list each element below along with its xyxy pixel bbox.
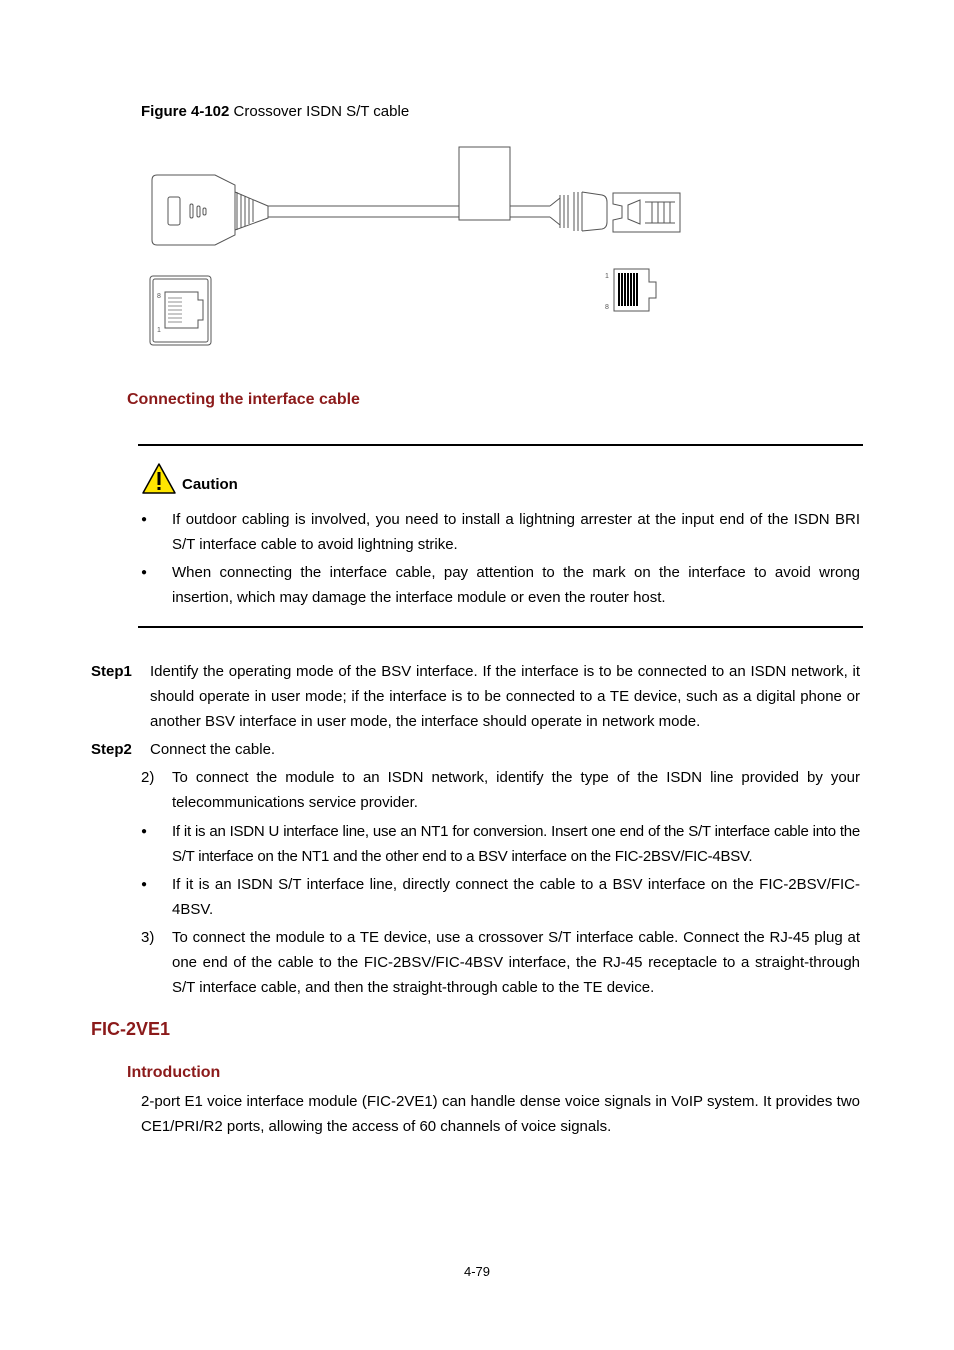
section-heading-fic2ve1: FIC-2VE1 bbox=[91, 1019, 171, 1039]
figure-caption bbox=[141, 103, 409, 120]
bullet-icon: ● bbox=[141, 514, 148, 525]
sub-bullet: If it is an ISDN S/T interface line, directly connect the cable to a BSV interface on the FIC-2BSV/FIC-4BSV. bbox=[172, 876, 860, 918]
figure-number: Figure 4-102 bbox=[141, 103, 230, 120]
sub-bullet: If it is an ISDN U interface line, use an NT1 for conversion. Insert one end of the S/T interface cable into the S/T interface on the NT1 and the other end to a BSV interface on the FIC-2BSV/FIC-4BSV. bbox=[172, 823, 860, 865]
crossover-cable-figure bbox=[140, 140, 700, 355]
caution-top-rule bbox=[138, 444, 863, 446]
step-label: Step1 bbox=[91, 663, 132, 680]
page-number: 4-79 bbox=[463, 1264, 491, 1279]
section-heading-introduction: Introduction bbox=[127, 1064, 221, 1081]
intro-paragraph: 2-port E1 voice interface module (FIC-2VE1) can handle dense voice signals in VoIP system. It provides two CE1/PRI/R2 ports, allowing the access of 60 channels of voice signals. bbox=[141, 1093, 860, 1135]
plug-pin-top: 1 bbox=[605, 273, 609, 280]
step-text: Connect the cable. bbox=[150, 741, 276, 758]
plug-pin-bottom: 8 bbox=[605, 304, 609, 311]
substep-number: 2) bbox=[141, 769, 155, 786]
caution-title: Caution bbox=[182, 476, 238, 493]
receptacle-pin-bottom: 1 bbox=[157, 327, 161, 334]
substep-text: To connect the module to a TE device, use a crossover S/T interface cable. Connect the RJ-45 plug at one end of the cable to the FIC-2BSV/FIC-4BSV interface, the RJ-45 receptacle to a straight-through S/T interface cable, and then the straight-through cable to the TE device. bbox=[172, 929, 860, 996]
caution-item: When connecting the interface cable, pay attention to the mark on the interface to avoid wrong insertion, which may damage the interface module or even the router host. bbox=[172, 564, 860, 606]
figure-title: Crossover ISDN S/T cable bbox=[233, 103, 410, 120]
warning-triangle-icon bbox=[141, 462, 177, 495]
bullet-icon: ● bbox=[141, 879, 148, 890]
substep-text: To connect the module to an ISDN network, identify the type of the ISDN line provided by your telecommunications service provider. bbox=[172, 769, 860, 811]
step-label: Step2 bbox=[91, 741, 132, 758]
receptacle-pin-top: 8 bbox=[157, 293, 161, 300]
step-text: Identify the operating mode of the BSV interface. If the interface is to be connected to an ISDN network, it should operate in user mode; if the interface is to be connected to a TE device, such as a digital phone or another BSV interface in user mode, the interface should operate in network mode. bbox=[150, 663, 860, 730]
bullet-icon: ● bbox=[141, 567, 148, 578]
caution-item: If outdoor cabling is involved, you need to install a lightning arrester at the input end of the ISDN BRI S/T interface cable to avoid lightning strike. bbox=[172, 511, 860, 553]
substep-number: 3) bbox=[141, 929, 155, 946]
section-heading-connecting: Connecting the interface cable bbox=[127, 391, 360, 408]
caution-bottom-rule bbox=[138, 626, 863, 628]
bullet-icon: ● bbox=[141, 826, 148, 837]
